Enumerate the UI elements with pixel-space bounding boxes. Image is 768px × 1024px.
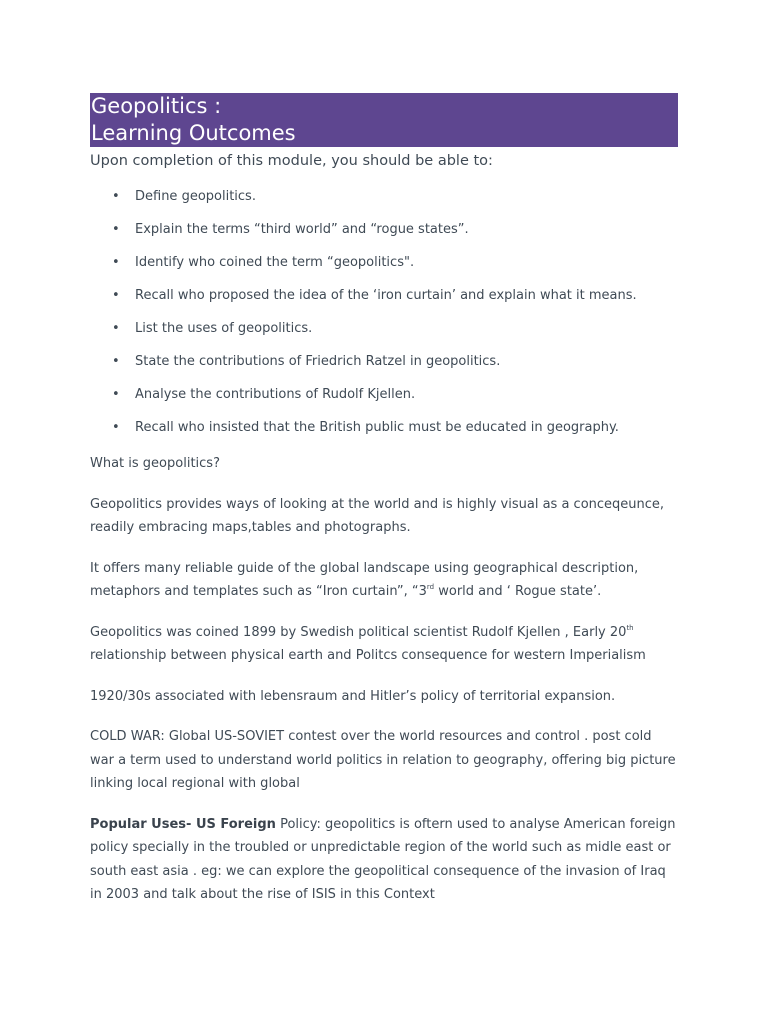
intro-text: Upon completion of this module, you should be able to: — [90, 153, 493, 169]
paragraph-cold-war: COLD WAR: Global US-SOVIET contest over the world resources and control . post cold war a term used to understand world politics in relation to geography, offering big picture linking local regional with global — [90, 729, 676, 791]
paragraph-lebensraum: 1920/30s associated with lebensraum and Hitler’s policy of territorial expansion. — [90, 688, 616, 704]
list-item — [90, 419, 678, 436]
bullet-icon: • — [112, 189, 120, 204]
list-item — [90, 353, 678, 370]
list-item-text: Identify who coined the term “geopolitics". — [135, 255, 415, 270]
list-item — [90, 320, 678, 337]
bullet-icon: • — [112, 387, 120, 402]
list-item — [90, 221, 678, 238]
paragraph-popular-uses — [90, 813, 678, 907]
list-item-text: State the contributions of Friedrich Ratzel in geopolitics. — [135, 354, 501, 369]
paragraph-coined-text-end: relationship between physical earth and Politcs consequence for western Imperialism — [90, 648, 646, 663]
bullet-icon: • — [112, 222, 120, 237]
paragraph-guide — [90, 557, 678, 604]
question-heading: What is geopolitics? — [90, 456, 220, 471]
paragraph-coined — [90, 621, 678, 668]
paragraph-popular-uses-bold: Popular Uses- US Foreign — [90, 816, 276, 832]
outcomes-list — [90, 188, 678, 436]
bullet-icon: • — [112, 354, 120, 369]
list-item-text: Recall who insisted that the British public must be educated in geography. — [135, 420, 619, 435]
list-item — [90, 254, 678, 271]
list-item-text: Recall who proposed the idea of the ‘iron curtain’ and explain what it means. — [135, 288, 637, 303]
document-page — [90, 93, 678, 924]
list-item-text: Analyse the contributions of Rudolf Kjellen. — [135, 387, 416, 402]
list-item-text: Explain the terms “third world” and “rogue states”. — [135, 222, 469, 237]
title-banner — [90, 93, 678, 147]
bullet-icon: • — [112, 321, 120, 336]
bullet-icon: • — [112, 420, 120, 435]
title-line-2: Learning Outcomes — [91, 121, 296, 145]
list-item-text: List the uses of geopolitics. — [135, 321, 313, 336]
paragraph-coined-text: Geopolitics was coined 1899 by Swedish political scientist Rudolf Kjellen , Early 20 — [90, 624, 627, 640]
bullet-icon: • — [112, 288, 120, 303]
list-item — [90, 287, 678, 304]
list-item — [90, 386, 678, 403]
title-line-1: Geopolitics : — [91, 94, 222, 118]
list-item — [90, 188, 678, 205]
ordinal-suffix: rd — [426, 583, 435, 591]
paragraph-guide-text: It offers many reliable guide of the global landscape using geographical description, metaphors and templates such as “Iron curtain”, “3 — [90, 560, 639, 599]
paragraph-visual: Geopolitics provides ways of looking at the world and is highly visual as a conceqeunce, readily embracing maps,tables and photographs. — [90, 496, 665, 535]
paragraph-guide-text-end: world and ‘ Rogue state’. — [434, 584, 602, 599]
bullet-icon: • — [112, 255, 120, 270]
paragraph-popular-uses-text: Policy: geopolitics is oftern used to analyse American foreign policy specially in the troubled or unpredictable region of the world such as midle east or south east asia . eg: we can explore the geopolitical consequence of the invasion of Iraq in 2003 and talk about the rise of ISIS in this Context — [90, 816, 676, 902]
list-item-text: Define geopolitics. — [135, 189, 256, 204]
ordinal-suffix: th — [626, 623, 634, 632]
